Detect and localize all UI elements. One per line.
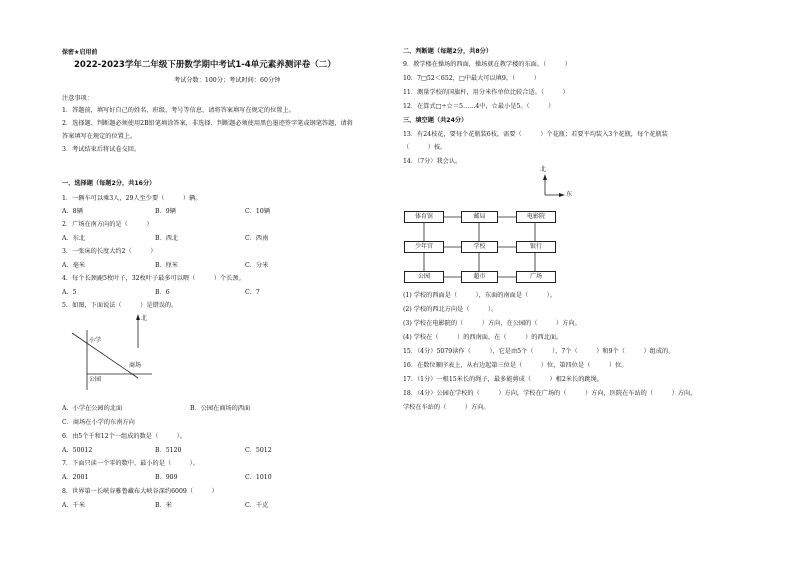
notice-item: 答案填写在规定的位置上。 xyxy=(62,133,137,140)
question-stem: 3．一张床的长度大约2（ ） xyxy=(62,248,157,255)
section-heading-judge: 二、判断题（每题2分，共8分） xyxy=(403,48,493,55)
notice-heading: 注意事项： xyxy=(62,95,93,102)
option-a[interactable]: A．千米 xyxy=(62,502,86,509)
option-b[interactable]: B．909 xyxy=(155,474,178,481)
park-label: 公园 xyxy=(89,376,102,383)
option-c[interactable]: C．商场在小学的东南方向 xyxy=(62,419,135,426)
option-a[interactable]: A．5 xyxy=(62,289,77,296)
compass-east-label: 东 xyxy=(566,191,573,198)
section-heading-choice: 一、选择题（每题2分，共16分） xyxy=(62,180,156,187)
option-a[interactable]: A．50012 xyxy=(62,447,93,454)
map-cell-square: 广场 xyxy=(516,271,556,283)
question-stem: （ ）枝。 xyxy=(403,144,447,151)
question-stem: 7．下面只读一个零的数中，最小的是（ ）。 xyxy=(62,460,199,467)
question-stem: 13．有24枝花，要每个花瓶装6枝，需要（ ）个花瓶；若要平均装入3个花瓶，每个花瓶装 xyxy=(403,131,668,138)
question-stem: 2．广场在南方向的是（ ） xyxy=(62,221,153,228)
compass-north-label: 北 xyxy=(540,166,547,173)
option-a[interactable]: A．毫米 xyxy=(62,262,86,269)
map-cell-cinema: 电影院 xyxy=(516,211,556,223)
option-b[interactable]: B．公园在商场的西面 xyxy=(190,405,251,412)
question-stem: 5．如图，下面说法（ ）是错误的。 xyxy=(62,302,178,309)
question-stem: 18．（4分）公园在学校的（ ）方向，学校在广场的（ ）方向，医院在车站的（ ）方向， xyxy=(403,390,697,397)
option-a[interactable]: A．小学在公园的北面 xyxy=(62,405,123,412)
mall-label: 商场 xyxy=(129,362,142,369)
question-stem: 16．在数位顺序表上，从右边起第三位是（ ）位，第四位是（ ）位。 xyxy=(403,362,628,369)
sub-question: (2) 学校的西北方向是（ ）。 xyxy=(403,306,498,313)
question-stem: 14．（7分）我会认。 xyxy=(403,158,462,165)
option-a[interactable]: A．8辆 xyxy=(62,208,83,215)
question-stem: 12．在算式□÷☆＝5……4中，☆最小是5。（ ） xyxy=(403,103,555,110)
option-c[interactable]: C．10辆 xyxy=(245,208,270,215)
question-stem: 11．测量学校的国旗杆，用分米作单位比较合适。（ ） xyxy=(403,89,569,96)
option-c[interactable]: C．西南 xyxy=(245,235,269,242)
question-stem: 学校在车站的（ ）方向。 xyxy=(403,404,490,411)
question-stem: 1．一辆车可以乘3人，29人至少要（ ）辆。 xyxy=(62,195,202,202)
north-label: 北 xyxy=(141,315,148,322)
question-stem: 4．每个长颈鹿5枚叶子，32枚叶子最多可以喂（ ）个长颈。 xyxy=(62,275,245,282)
section-heading-fill: 三、填空题（共24分） xyxy=(403,117,468,124)
sub-question: (4) 学校在（ ）的西南面，在（ ）的西北面。 xyxy=(403,334,563,341)
option-b[interactable]: B．米 xyxy=(155,502,172,509)
question-stem: 8．世界第一长峡谷雅鲁藏布大峡谷深约6009（ ） xyxy=(62,488,218,495)
option-c[interactable]: C．5012 xyxy=(245,447,272,454)
question-stem: 9．教学楼在操场的西面，操场就在教学楼的东面。（ ） xyxy=(403,61,571,68)
secret-label: 保密★启用前 xyxy=(62,49,98,56)
option-a[interactable]: A．东北 xyxy=(62,235,86,242)
option-c[interactable]: C．分米 xyxy=(245,262,269,269)
map-cell-post-office: 邮局 xyxy=(461,211,498,223)
option-b[interactable]: B．6 xyxy=(155,289,170,296)
option-c[interactable]: C．7 xyxy=(245,289,260,296)
map-cell-gym: 体育馆 xyxy=(404,211,444,223)
notice-item: 3．考试结束后将试卷交回。 xyxy=(62,146,141,153)
notice-item: 1．答题前，填写好自己的姓名、班级、考号等信息，请将答案填写在规定的位置上。 xyxy=(62,107,295,114)
map-cell-youth-palace: 少年宫 xyxy=(404,241,444,253)
question-stem: 15．（4分）5079读作（ ），它是由5个（ ），7个（ ）和9个（ ）组成的。 xyxy=(403,348,675,355)
school-label: 小学 xyxy=(89,337,102,344)
page-title: 2022-2023学年二年级下册数学期中考试1-4单元素养测评卷（二） xyxy=(74,60,336,70)
question-stem: 17．（1分）一根15米长的绳子，最多能剪成（ ）根2米长的跳绳。 xyxy=(403,376,603,383)
option-b[interactable]: B．5120 xyxy=(155,447,182,454)
map-cell-park: 公园 xyxy=(404,271,444,283)
option-b[interactable]: B．西北 xyxy=(155,235,179,242)
map-cell-school: 学校 xyxy=(461,241,498,253)
option-c[interactable]: C．千克 xyxy=(245,502,269,509)
option-a[interactable]: A．2001 xyxy=(62,474,89,481)
map-cell-supermarket: 超市 xyxy=(461,271,498,283)
map-cell-bank: 银行 xyxy=(516,241,556,253)
question-stem: 6．由5个千和12个一组成的数是（ ）。 xyxy=(62,433,187,440)
exam-info: 考试分数：100分；考试时间：60分钟 xyxy=(174,77,281,84)
notice-item: 2．选择题、判断题必须使用2B铅笔填涂答案，非选择、判断题必须使用黑色墨迹签字笔或钢笔答题，请将 xyxy=(62,120,353,127)
option-b[interactable]: B．9辆 xyxy=(155,208,176,215)
option-b[interactable]: B．厘米 xyxy=(155,262,179,269)
sub-question: (1) 学校的西面是（ ），东面的南面是（ ）。 xyxy=(403,292,557,299)
question-stem: 10．7□52＜652，□中最大可以填9。（ ） xyxy=(403,75,540,82)
sub-question: (3) 学校在电影院的（ ）方向，在公园的（ ）方向。 xyxy=(403,320,581,327)
option-c[interactable]: C．1010 xyxy=(245,474,272,481)
